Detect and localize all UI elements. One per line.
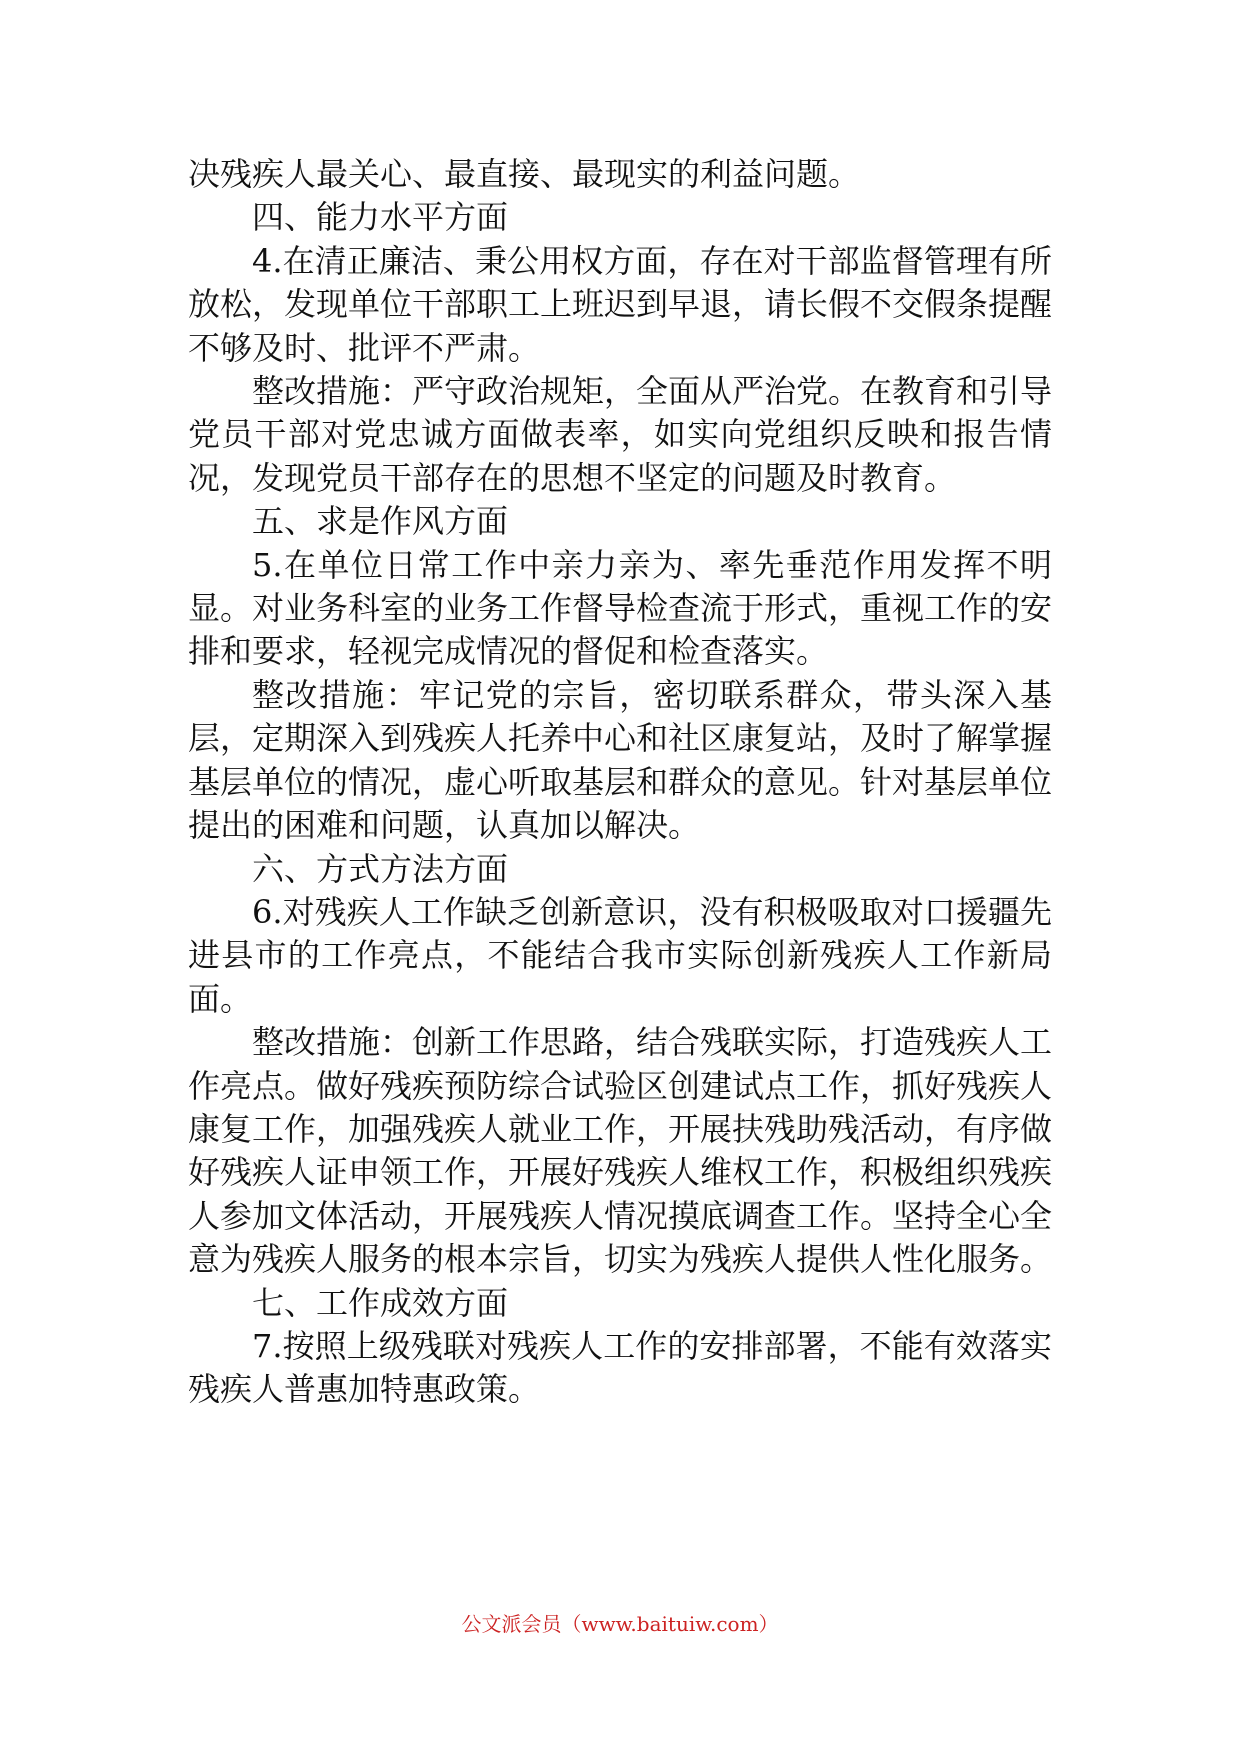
section-heading-6: 六、方式方法方面 bbox=[252, 849, 509, 888]
measure-paragraph-6: 整改措施：创新工作思路，结合残联实际，打造残疾人工作亮点。做好残疾预防综合试验区创建试点工作，抓好残疾人康复工作，加强残疾人就业工作，开展扶残助残活动，有序做好残疾人证申领工作，开展好残疾人维权工作，积极组织残疾人参加文体活动，开展残疾人情况摸底调查工作。坚持全心全意为残疾人服务的根本宗旨，切实为残疾人提供人性化服务。 bbox=[188, 1023, 1053, 1279]
document-body bbox=[188, 153, 1052, 1412]
section-heading-4: 四、能力水平方面 bbox=[252, 198, 509, 237]
problem-paragraph-5: 5.在单位日常工作中亲力亲为、率先垂范作用发挥不明显。对业务科室的业务工作督导检查流于形式，重视工作的安排和要求，轻视完成情况的督促和检查落实。 bbox=[188, 545, 1053, 671]
measure-paragraph-5: 整改措施：牢记党的宗旨，密切联系群众，带头深入基层，定期深入到残疾人托养中心和社区康复站，及时了解掌握基层单位的情况，虚心听取基层和群众的意见。针对基层单位提出的困难和问题，认真加以解决。 bbox=[188, 675, 1053, 845]
paragraph-continuation: 决残疾人最关心、最直接、最现实的利益问题。 bbox=[188, 155, 861, 193]
footer-watermark: 公文派会员（www.baituiw.com） bbox=[461, 1612, 779, 1636]
problem-paragraph-4: 4.在清正廉洁、秉公用权方面，存在对干部监督管理有所放松，发现单位干部职工上班迟到早退，请长假不交假条提醒不够及时、批评不严肃。 bbox=[188, 241, 1053, 367]
section-heading-5: 五、求是作风方面 bbox=[252, 502, 509, 541]
section-heading-7: 七、工作成效方面 bbox=[252, 1283, 509, 1322]
problem-paragraph-7: 7.按照上级残联对残疾人工作的安排部署，不能有效落实残疾人普惠加特惠政策。 bbox=[188, 1326, 1052, 1409]
problem-paragraph-6: 6.对残疾人工作缺乏创新意识，没有积极吸取对口援疆先进县市的工作亮点，不能结合我市实际创新残疾人工作新局面。 bbox=[188, 892, 1052, 1018]
measure-paragraph-4: 整改措施：严守政治规矩，全面从严治党。在教育和引导党员干部对党忠诚方面做表率，如实向党组织反映和报告情况，发现党员干部存在的思想不坚定的问题及时教育。 bbox=[188, 372, 1053, 497]
